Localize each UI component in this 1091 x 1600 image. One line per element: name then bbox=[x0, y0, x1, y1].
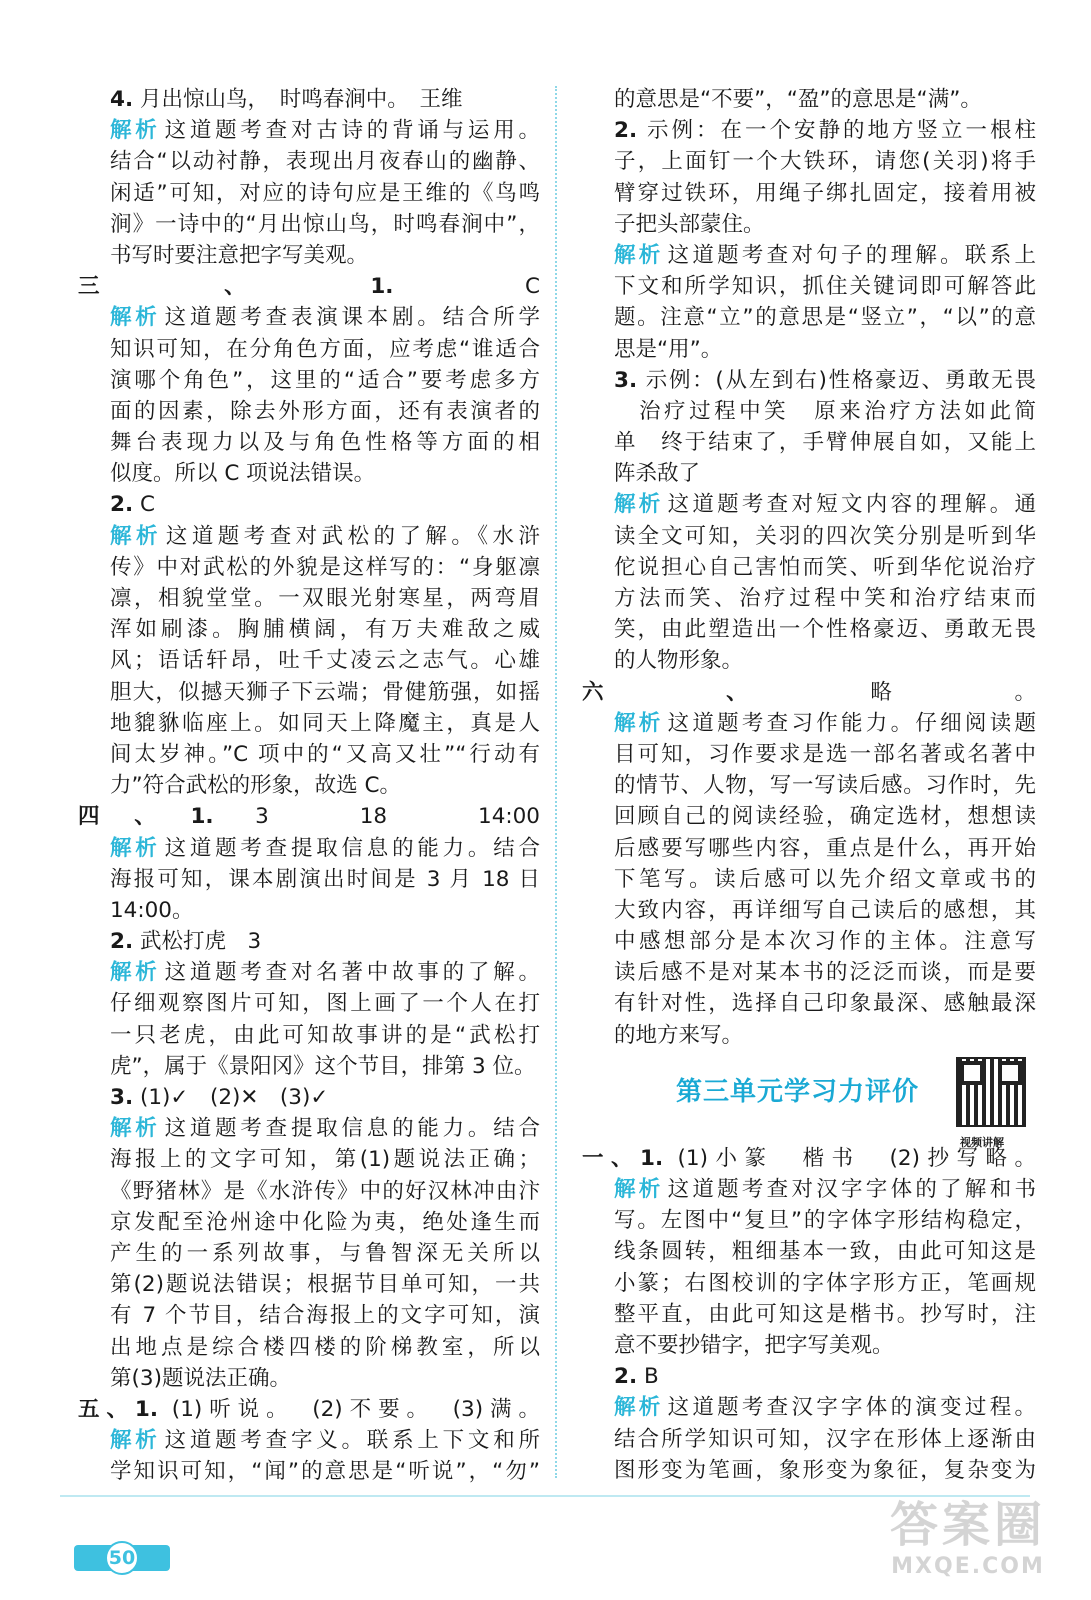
text-line: 中感想部分是本次习作的主体。注意写 bbox=[614, 929, 1036, 955]
text-line: 舞台表现力以及与角色性格等方面的相 bbox=[110, 430, 540, 456]
item-text: (1)✓ (2)✕ (3)✓ bbox=[133, 1085, 329, 1110]
text-line: 风；语话轩昂，吐千丈凌云之志气。心雄 bbox=[110, 648, 540, 674]
item-number: 2. bbox=[614, 1364, 638, 1390]
analysis-label: 解析 bbox=[614, 710, 664, 736]
text-line: 学知识可知，“闻”的意思是“听说”，“勿” bbox=[110, 1459, 540, 1485]
item-number: 2. bbox=[110, 929, 134, 955]
text-line: 线条圆转，粗细基本一致，由此可知这是 bbox=[614, 1239, 1036, 1265]
analysis-text: 这道题考查提取信息的能力。结合 bbox=[164, 1116, 540, 1142]
qr-code-icon[interactable] bbox=[956, 1057, 1026, 1127]
text-line: 胆大，似撼天狮子下云端；骨健筋强，如摇 bbox=[110, 679, 540, 705]
text-line: 的人物形象。 bbox=[614, 648, 744, 674]
analysis-line bbox=[110, 302, 540, 333]
analysis-line bbox=[614, 489, 1036, 520]
text-line: 大致内容，再详细写自己读后的感想，其 bbox=[614, 897, 1036, 923]
analysis-label: 解析 bbox=[614, 492, 664, 518]
text-line: 回顾自己的阅读经验，确定选材，想想读 bbox=[614, 804, 1036, 830]
item-number: 1. bbox=[134, 1396, 159, 1422]
text-line: 的情节、人物，写一写读后感。习作时，先 bbox=[614, 773, 1036, 799]
text-line: 14:00。 bbox=[110, 897, 194, 923]
text-line: 浑如刷漆。胸脯横阔，有万夫难敌之威 bbox=[110, 617, 540, 643]
analysis-line bbox=[110, 833, 540, 864]
text-line: 意不要抄错字，把字写美观。 bbox=[614, 1332, 894, 1358]
question-item bbox=[110, 926, 540, 957]
item-number: 3. bbox=[110, 1085, 134, 1110]
text-line: 写。左图中“复旦”的字体字形结构稳定， bbox=[614, 1208, 1036, 1234]
text-line: 方法而笑、治疗过程中笑和治疗结束而 bbox=[614, 586, 1036, 611]
analysis-line bbox=[614, 708, 1036, 739]
text-line: 佗说担心自己害怕而笑、听到华佗说治疗 bbox=[614, 554, 1036, 580]
text-line: 第(2)题说法错误；根据节目单可知，一共 bbox=[110, 1272, 540, 1298]
question-item bbox=[110, 1082, 540, 1113]
text-line: 笑，由此塑造出一个性格豪迈、勇敢无畏 bbox=[614, 617, 1036, 643]
text-line: 地貔貅临座上。如同天上降魔主，真是人 bbox=[110, 710, 540, 736]
analysis-text: 这道题考查表演课本剧。结合所学 bbox=[164, 305, 540, 331]
text-line: 子把头部蒙住。 bbox=[614, 211, 765, 237]
page-number-badge bbox=[74, 1545, 170, 1571]
analysis-label: 解析 bbox=[614, 1395, 664, 1421]
analysis-text: 这道题考查对汉字字体的了解和书 bbox=[667, 1177, 1036, 1202]
text-line: 结合“以动衬静，表现出月夜春山的幽静、 bbox=[110, 149, 540, 175]
analysis-text: 这道题考查对古诗的背诵与运用。 bbox=[164, 118, 540, 144]
text-line: 题。注意“立”的意思是“竖立”，“以”的意 bbox=[614, 305, 1036, 331]
analysis-line bbox=[614, 240, 1036, 271]
item-number: 2. bbox=[614, 118, 638, 144]
text-line: 有 7 个节目，结合海报上的文字可知，演 bbox=[110, 1303, 540, 1329]
text-line: 单 终于结束了，手臂伸展自如，又能上 bbox=[614, 430, 1036, 456]
watermark-logo: 答案圈 bbox=[889, 1497, 1046, 1553]
section-number: 五、 bbox=[78, 1396, 135, 1422]
item-number: 1. bbox=[640, 1145, 664, 1171]
section-number: 四、 bbox=[78, 804, 191, 830]
question-item bbox=[614, 115, 1036, 146]
text-line: 一只老虎，由此可知故事讲的是“武松打 bbox=[110, 1022, 540, 1048]
analysis-text: 这道题考查汉字字体的演变过程。 bbox=[667, 1395, 1036, 1421]
analysis-text: 这道题考查对句子的理解。联系上 bbox=[667, 242, 1036, 268]
right-column bbox=[582, 84, 1036, 1486]
item-text: 示例：(从左到右)性格豪迈、勇敢无畏 bbox=[637, 367, 1036, 393]
text-line: 涧》一诗中的“月出惊山鸟，时鸣春涧中”， bbox=[110, 211, 540, 237]
text-line: 仔细观察图片可知，图上画了一个人在打 bbox=[110, 991, 540, 1017]
text-line: 整平直，由此可知这是楷书。抄写时，注 bbox=[614, 1301, 1036, 1327]
item-text: C bbox=[133, 492, 155, 518]
analysis-text: 这道题考查字义。联系上下文和所 bbox=[164, 1428, 540, 1454]
text-line: 书写时要注意把字写美观。 bbox=[110, 242, 369, 268]
watermark bbox=[862, 1496, 1074, 1596]
item-text: (1)小篆 楷书 (2)抄写略。 bbox=[663, 1145, 1036, 1171]
question-item bbox=[110, 489, 540, 520]
analysis-label: 解析 bbox=[110, 1116, 161, 1142]
item-text: 武松打虎 3 bbox=[133, 929, 262, 955]
analysis-label: 解析 bbox=[110, 835, 161, 861]
text-line: 臂穿过铁环，用绳子绑扎固定，接着用被 bbox=[614, 180, 1036, 206]
watermark-url: MXQE.COM bbox=[891, 1554, 1045, 1579]
item-text: 略。 bbox=[870, 679, 1036, 705]
item-text: 月出惊山鸟， 时鸣春涧中。 王维 bbox=[133, 87, 463, 112]
text-line: 海报可知，课本剧演出时间是 3 月 18 日 bbox=[110, 866, 540, 892]
item-number: 1. bbox=[190, 804, 214, 830]
left-column bbox=[78, 84, 540, 1487]
question-item bbox=[110, 84, 540, 115]
item-number: 1. bbox=[370, 274, 394, 300]
text-line: 京发配至沧州途中化险为夷，绝处逢生而 bbox=[110, 1209, 540, 1235]
text-line: 出地点是综合楼四楼的阶梯教室，所以 bbox=[110, 1334, 540, 1360]
text-line: 的地方来写。 bbox=[614, 1022, 744, 1048]
analysis-text: 这道题考查提取信息的能力。结合 bbox=[164, 835, 540, 861]
section-number: 三、 bbox=[78, 274, 371, 300]
text-line: 凛，相貌堂堂。一双眼光射寒星，两弯眉 bbox=[110, 586, 540, 611]
analysis-line bbox=[614, 1392, 1036, 1423]
text-line: 力”符合武松的形象，故选 C。 bbox=[110, 773, 401, 799]
section-number: 六、 bbox=[582, 679, 871, 705]
analysis-line bbox=[614, 1174, 1036, 1205]
item-text: B bbox=[637, 1364, 659, 1390]
item-number: 4. bbox=[110, 87, 134, 112]
text-line: 第(3)题说法正确。 bbox=[110, 1365, 291, 1391]
text-line: 子，上面钉一个大铁环，请您(关羽)将手 bbox=[614, 149, 1036, 175]
text-line: 目可知，习作要求是选一部名著或名著中 bbox=[614, 741, 1036, 767]
page-number: 50 bbox=[105, 1541, 139, 1575]
section-heading bbox=[78, 801, 540, 832]
analysis-text: 这道题考查对武松的了解。《水浒 bbox=[165, 523, 540, 549]
text-line: 闲适”可知，对应的诗句应是王维的《鸟鸣 bbox=[110, 180, 540, 206]
section-heading bbox=[78, 1394, 540, 1425]
text-line: 演哪个角色”，这里的“适合”要考虑多方 bbox=[110, 367, 540, 393]
qr-label: 视频讲解 bbox=[960, 1135, 1004, 1149]
analysis-text: 这道题考查对短文内容的理解。通 bbox=[667, 492, 1036, 518]
text-line: 结合所学知识可知，汉字在形体上逐渐由 bbox=[614, 1426, 1036, 1452]
text-line: 产生的一系列故事，与鲁智深无关所以 bbox=[110, 1240, 540, 1266]
question-item bbox=[614, 365, 1036, 396]
text-line: 的意思是“不要”，“盈”的意思是“满”。 bbox=[614, 87, 982, 112]
item-number: 3. bbox=[614, 367, 638, 393]
item-number: 2. bbox=[110, 492, 134, 518]
unit-title: 第三单元学习力评价 bbox=[676, 1076, 920, 1107]
section-number: 一、 bbox=[582, 1145, 641, 1171]
text-line: 思是“用”。 bbox=[614, 336, 723, 362]
text-line: 似度。所以 C 项说法错误。 bbox=[110, 461, 376, 487]
text-line: 读全文可知，关羽的四次笑分别是听到华 bbox=[614, 523, 1036, 549]
text-line: 海报上的文字可知，第(1)题说法正确； bbox=[110, 1147, 540, 1173]
section-heading bbox=[78, 271, 540, 302]
text-line: 《野猪林》是《水浒传》中的好汉林冲由汴 bbox=[110, 1178, 540, 1204]
text-line: 阵杀敌了 bbox=[614, 461, 701, 487]
text-line: 有针对性，选择自己印象最深、感触最深 bbox=[614, 991, 1036, 1017]
text-line: 知识可知，在分角色方面，应考虑“谁适合 bbox=[110, 336, 540, 362]
analysis-line bbox=[110, 115, 540, 146]
analysis-label: 解析 bbox=[110, 305, 161, 331]
text-line: 间太岁神。”C 项中的“又高又壮”“行动有 bbox=[110, 741, 540, 767]
analysis-text: 这道题考查习作能力。仔细阅读题 bbox=[667, 710, 1036, 736]
section-heading bbox=[582, 677, 1036, 708]
analysis-text: 这道题考查对名著中故事的了解。 bbox=[164, 960, 540, 986]
item-text: C bbox=[393, 274, 540, 300]
analysis-label: 解析 bbox=[614, 242, 664, 268]
analysis-label: 解析 bbox=[110, 960, 161, 986]
analysis-label: 解析 bbox=[110, 523, 162, 549]
analysis-line bbox=[110, 521, 540, 552]
analysis-label: 解析 bbox=[110, 1428, 161, 1454]
text-line: 图形变为笔画，象形变为象征，复杂变为 bbox=[614, 1457, 1036, 1483]
analysis-line bbox=[110, 1425, 540, 1456]
text-line: 读后感不是对某本书的泛泛而谈，而是要 bbox=[614, 960, 1036, 986]
analysis-label: 解析 bbox=[614, 1177, 664, 1202]
analysis-line bbox=[110, 957, 540, 988]
item-text: (1)听说。 (2)不要。 (3)满。 bbox=[158, 1396, 540, 1422]
item-text: 3 18 14:00 bbox=[213, 804, 540, 830]
text-line: 虎”，属于《景阳冈》这个节目，排第 3 位。 bbox=[110, 1053, 536, 1079]
text-line: 面的因素，除去外形方面，还有表演者的 bbox=[110, 398, 540, 424]
unit-title-block bbox=[614, 1063, 1036, 1149]
question-item bbox=[614, 1361, 1036, 1392]
column-divider bbox=[555, 86, 557, 1478]
analysis-label: 解析 bbox=[110, 118, 161, 144]
item-text: 示例：在一个安静的地方竖立一根柱 bbox=[637, 118, 1036, 144]
analysis-line bbox=[110, 1113, 540, 1144]
text-line: 小篆；右图校训的字体字形方正，笔画规 bbox=[614, 1270, 1036, 1296]
text-line: 治疗过程中笑 原来治疗方法如此简 bbox=[614, 398, 1036, 424]
text-line: 下笔写。读后感可以先介绍文章或书的 bbox=[614, 866, 1036, 892]
text-line: 传》中对武松的外貌是这样写的：“身躯凛 bbox=[110, 554, 540, 580]
text-line: 下文和所学知识，抓住关键词即可解答此 bbox=[614, 274, 1036, 300]
text-line: 后感要写哪些内容，重点是什么，再开始 bbox=[614, 835, 1036, 861]
